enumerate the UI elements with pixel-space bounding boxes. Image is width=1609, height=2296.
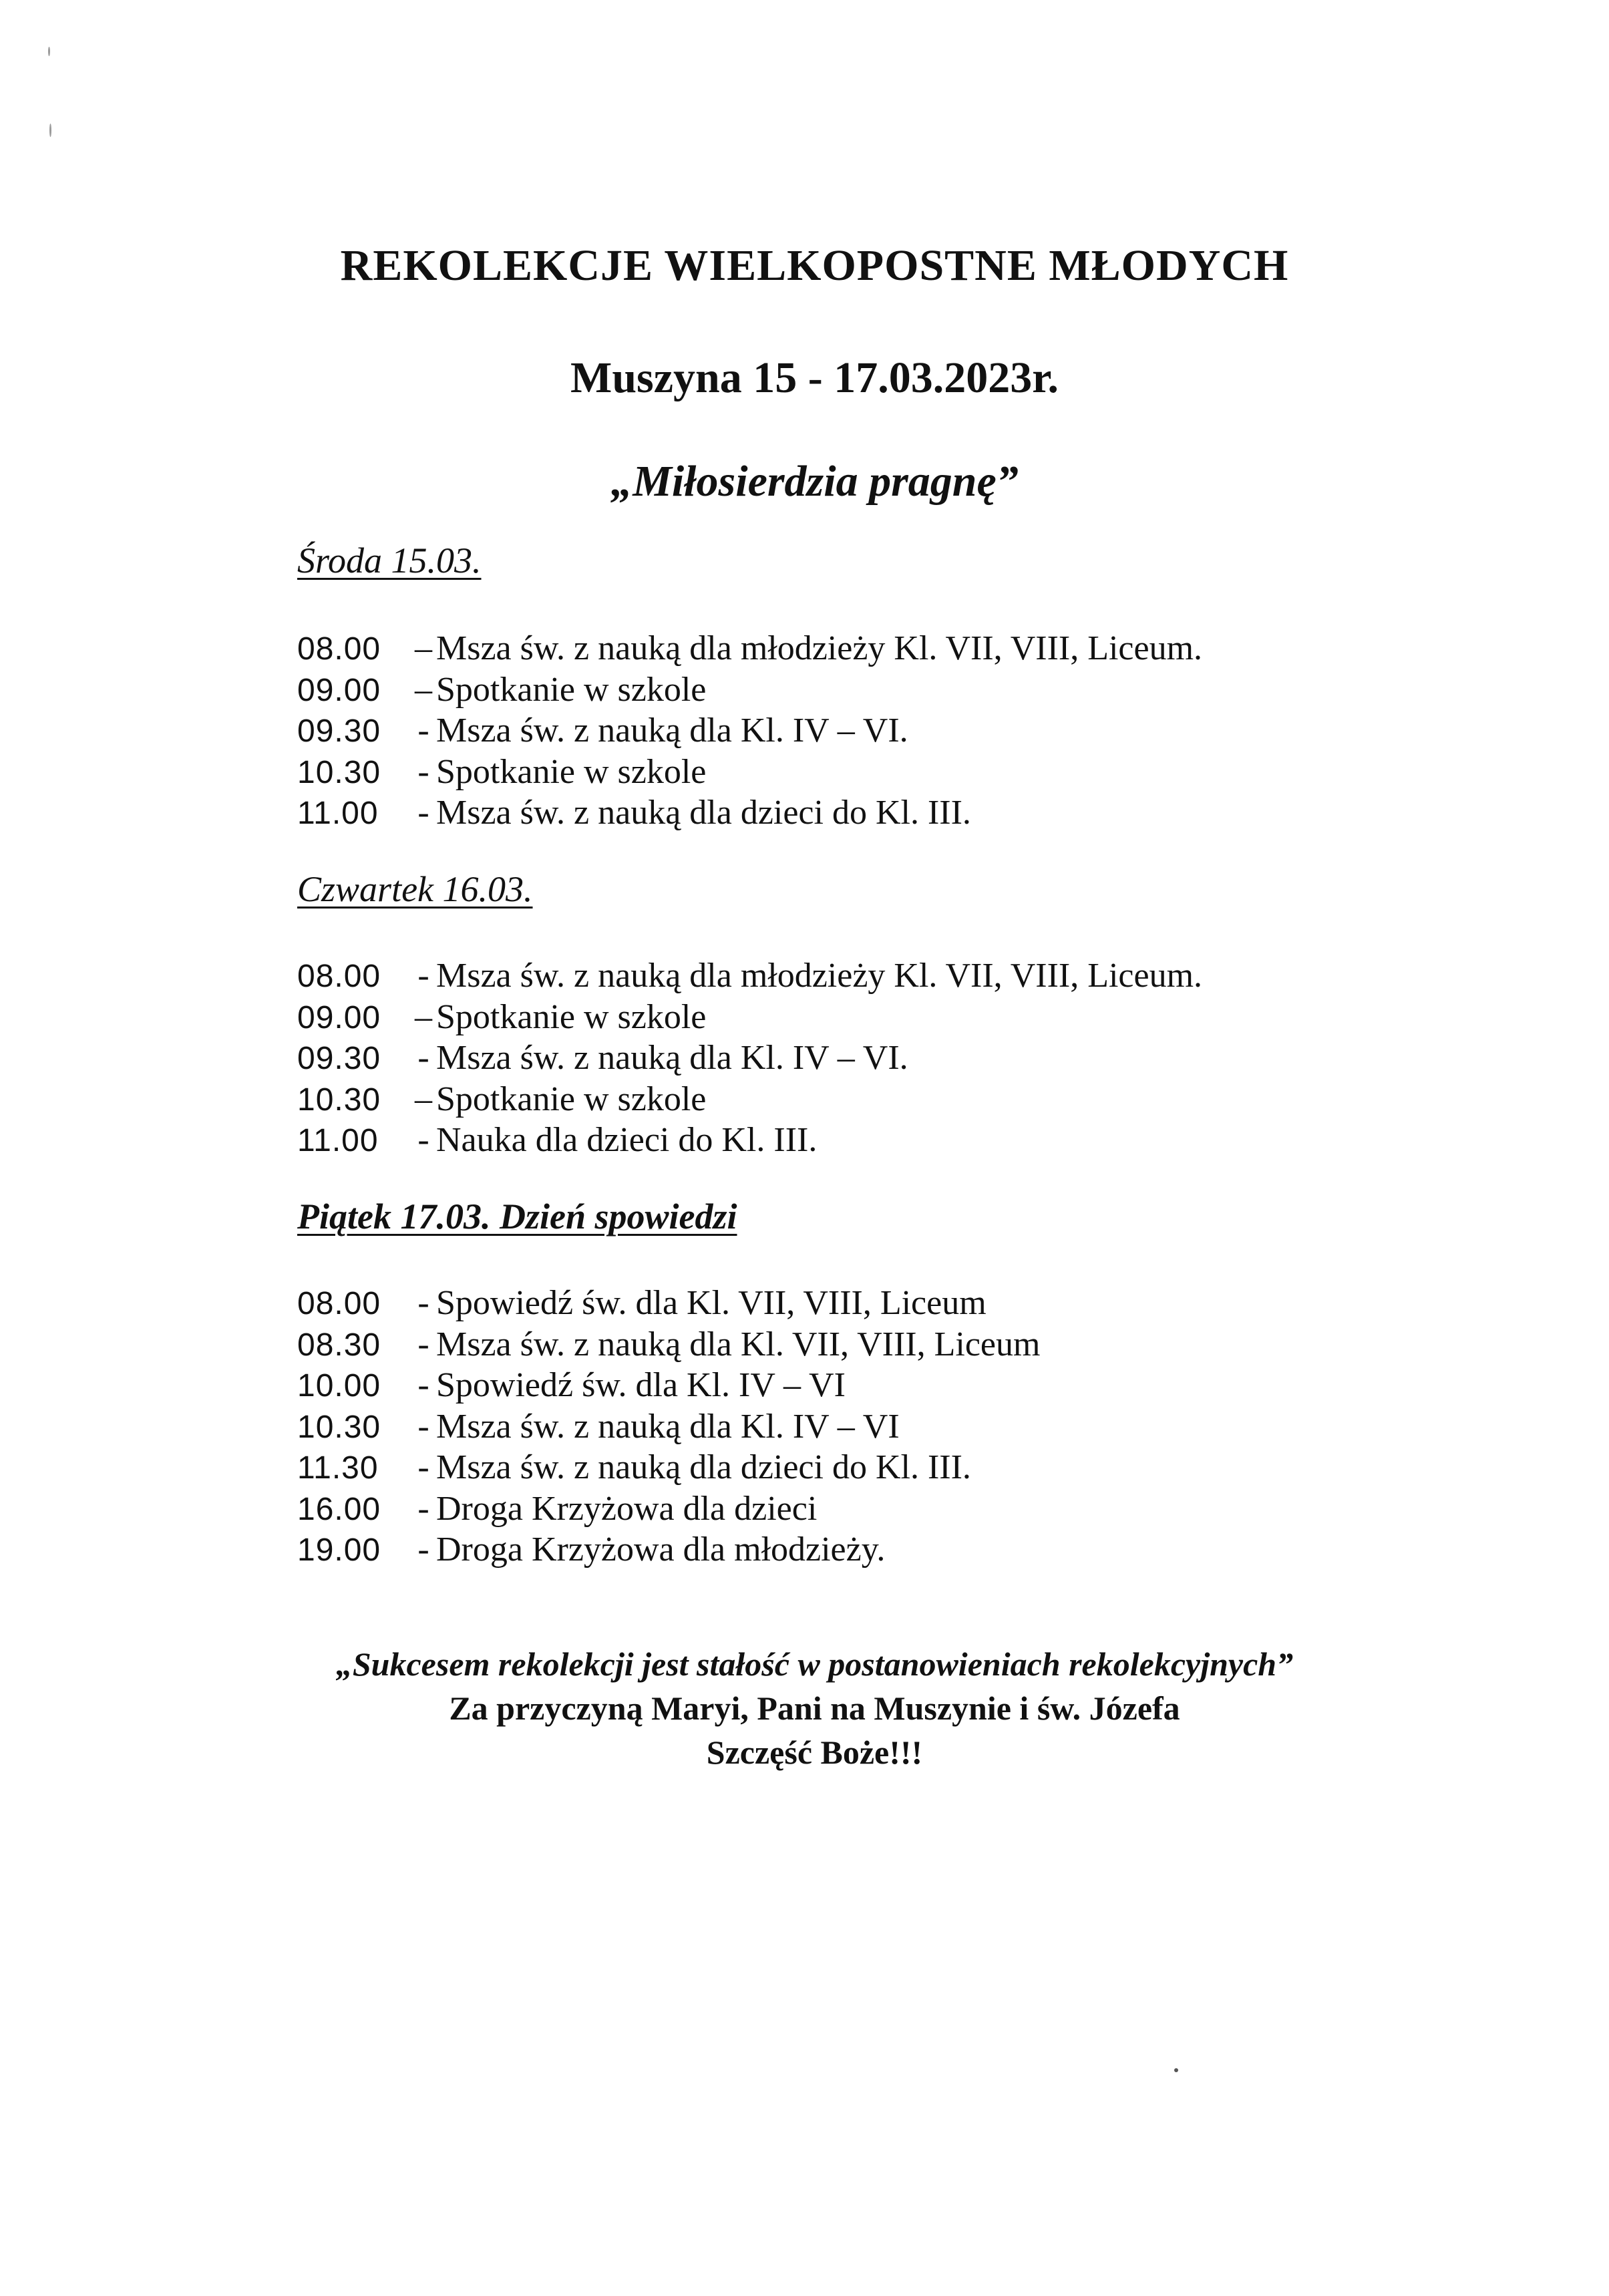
schedule-text: Spowiedź św. dla Kl. IV – VI: [436, 1366, 846, 1404]
schedule-separator: -: [417, 1366, 429, 1404]
scan-speck: [1174, 2068, 1178, 2072]
schedule-text: Msza św. z nauką dla Kl. IV – VI: [436, 1407, 900, 1446]
scan-speck: [49, 124, 51, 137]
schedule-time: 11.30: [297, 1450, 379, 1486]
schedule-item: [297, 955, 1202, 997]
schedule-separator: -: [417, 957, 429, 995]
schedule-time: 11.00: [297, 796, 379, 831]
schedule-time: 11.00: [297, 1123, 379, 1158]
day-heading-thursday: Czwartek 16.03.: [297, 869, 533, 909]
schedule-separator: –: [415, 997, 432, 1036]
schedule-time: 09.30: [297, 713, 381, 749]
schedule-text: Droga Krzyżowa dla dzieci: [436, 1489, 818, 1528]
scan-speck: [48, 47, 50, 56]
schedule-item: [297, 1365, 1040, 1406]
schedule-list-wednesday: [297, 628, 1202, 834]
schedule-item: [297, 752, 1202, 793]
schedule-text: Msza św. z nauką dla Kl. IV – VI.: [436, 1039, 908, 1077]
schedule-text: Spotkanie w szkole: [436, 670, 707, 709]
schedule-separator: -: [417, 1284, 429, 1322]
schedule-item: [297, 1324, 1040, 1365]
schedule-item: [297, 1283, 1040, 1324]
schedule-time: 16.00: [297, 1491, 381, 1527]
schedule-text: Spotkanie w szkole: [436, 752, 707, 791]
schedule-time: 08.00: [297, 1286, 381, 1321]
schedule-time: 10.00: [297, 1368, 381, 1404]
schedule-time: 10.30: [297, 1409, 381, 1445]
schedule-list-friday: [297, 1283, 1040, 1571]
schedule-separator: -: [417, 1039, 429, 1077]
document-title: REKOLEKCJE WIELKOPOSTNE MŁODYCH: [340, 241, 1289, 290]
schedule-text: Msza św. z nauką dla dzieci do Kl. III.: [436, 1448, 971, 1486]
schedule-item: [297, 1037, 1202, 1079]
schedule-item: [297, 1079, 1202, 1120]
schedule-separator: -: [417, 752, 429, 791]
day-heading-wednesday: Środa 15.03.: [297, 540, 482, 581]
schedule-item: [297, 1406, 1040, 1448]
schedule-separator: -: [417, 794, 429, 832]
schedule-item: [297, 1120, 1202, 1161]
schedule-item: [297, 1447, 1040, 1488]
schedule-text: Nauka dla dzieci do Kl. III.: [436, 1121, 818, 1159]
closing-quote: „Sukcesem rekolekcji jest stałość w postanowieniach rekolekcyjnych”: [335, 1645, 1294, 1683]
schedule-separator: -: [417, 1407, 429, 1446]
closing-greeting: Szczęść Boże!!!: [706, 1734, 923, 1771]
schedule-separator: -: [417, 1121, 429, 1159]
schedule-separator: -: [417, 1489, 429, 1528]
schedule-text: Droga Krzyżowa dla młodzieży.: [436, 1530, 886, 1569]
schedule-text: Msza św. z nauką dla młodzieży Kl. VII, VIII, Liceum.: [436, 957, 1203, 995]
schedule-time: 09.00: [297, 672, 381, 708]
schedule-text: Spotkanie w szkole: [436, 997, 707, 1036]
schedule-time: 10.30: [297, 754, 381, 790]
schedule-separator: -: [417, 711, 429, 750]
schedule-item: [297, 628, 1202, 669]
schedule-time: 19.00: [297, 1532, 381, 1568]
schedule-text: Msza św. z nauką dla dzieci do Kl. III.: [436, 794, 971, 832]
schedule-text: Msza św. z nauką dla Kl. IV – VI.: [436, 711, 908, 750]
schedule-item: [297, 1488, 1040, 1530]
schedule-separator: –: [415, 1080, 432, 1118]
schedule-item: [297, 792, 1202, 834]
schedule-time: 09.30: [297, 1041, 381, 1076]
schedule-separator: -: [417, 1448, 429, 1486]
schedule-time: 08.00: [297, 631, 381, 667]
day-heading-friday: Piątek 17.03. Dzień spowiedzi: [297, 1196, 737, 1237]
schedule-list-thursday: [297, 955, 1202, 1161]
schedule-separator: –: [415, 670, 432, 709]
schedule-text: Msza św. z nauką dla Kl. VII, VIII, Liceum: [436, 1325, 1041, 1363]
document-subtitle: Muszyna 15 - 17.03.2023r.: [570, 353, 1059, 402]
schedule-separator: –: [415, 629, 432, 667]
schedule-separator: -: [417, 1325, 429, 1363]
schedule-time: 08.30: [297, 1327, 381, 1363]
schedule-text: Msza św. z nauką dla młodzieży Kl. VII, VIII, Liceum.: [436, 629, 1203, 667]
schedule-item: [297, 997, 1202, 1038]
schedule-item: [297, 710, 1202, 752]
schedule-text: Spotkanie w szkole: [436, 1080, 707, 1118]
closing-blessing: Za przyczyną Maryi, Pani na Muszynie i św. Józefa: [449, 1689, 1180, 1727]
schedule-time: 09.00: [297, 999, 381, 1035]
schedule-item: [297, 1529, 1040, 1571]
schedule-separator: -: [417, 1530, 429, 1569]
schedule-time: 08.00: [297, 959, 381, 994]
schedule-time: 10.30: [297, 1082, 381, 1118]
schedule-text: Spowiedź św. dla Kl. VII, VIII, Liceum: [436, 1284, 987, 1322]
schedule-item: [297, 669, 1202, 711]
document-motto: „Miłosierdzia pragnę”: [610, 457, 1019, 506]
